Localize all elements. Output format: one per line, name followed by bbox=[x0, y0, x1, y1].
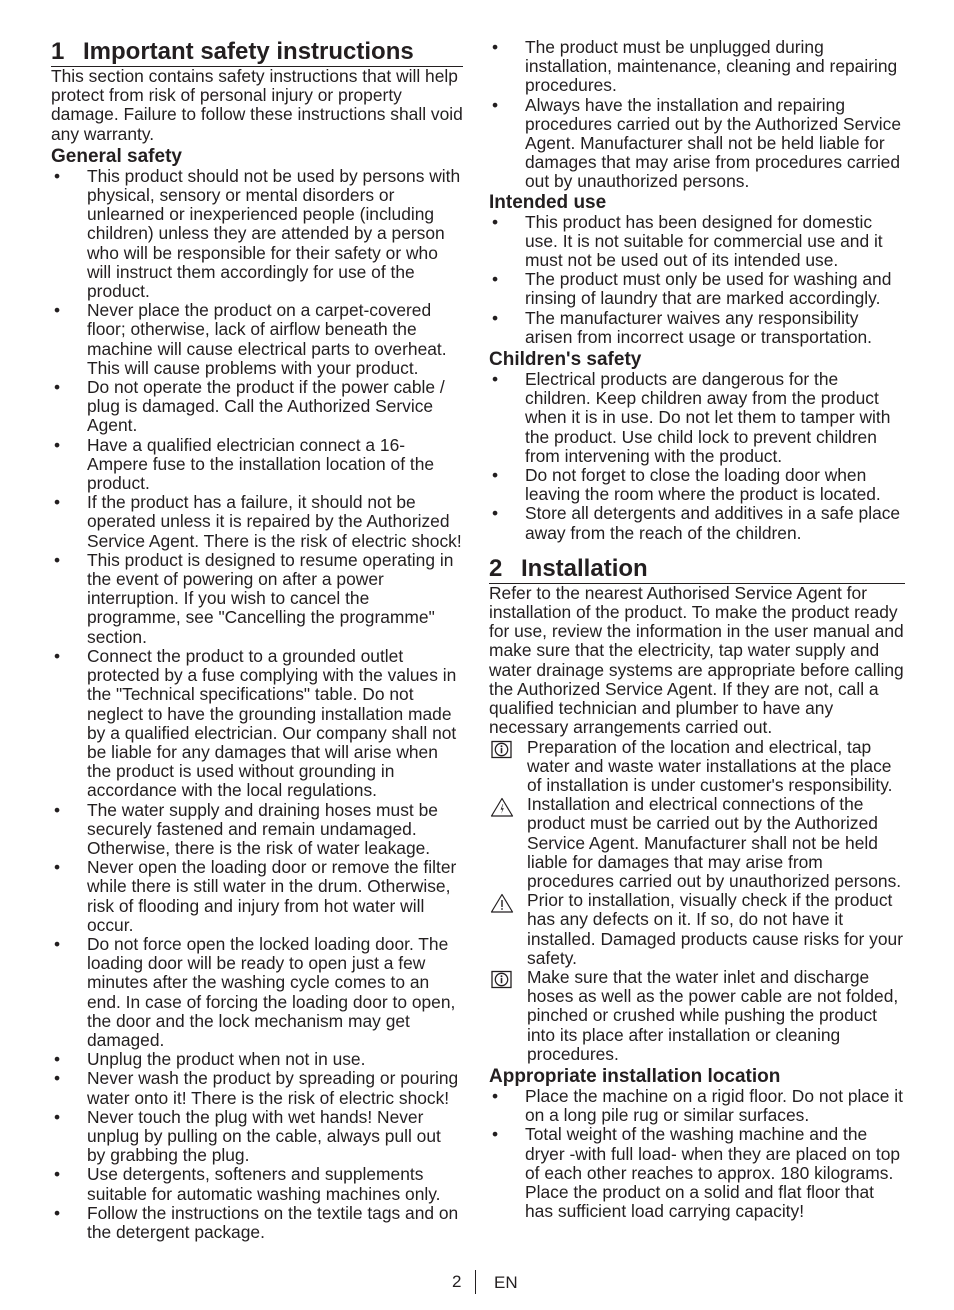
note-warning bbox=[489, 795, 905, 891]
list-item: • Connect the product to a grounded outlet protected by a fuse complying with the values in the "Technical specifications" table. Do not neglect to have the grounding installation made by a qualified electrician. Our company shall not be liable for any damages that will arise when the product is used without grounding in accordance with the local regulations. bbox=[51, 647, 463, 801]
list-item: • Never touch the plug with wet hands! Never unplug by pulling on the cable, always pull out by grabbing the plug. bbox=[51, 1108, 463, 1166]
installation-location-list bbox=[489, 1087, 905, 1221]
section-title: Important safety instructions bbox=[83, 38, 414, 65]
list-item: • This product is designed to resume operating in the event of powering on after a power interruption. If you wish to cancel the programme, see "Cancelling the programme" section. bbox=[51, 551, 463, 647]
childrens-safety-list bbox=[489, 370, 905, 543]
list-item: • This product should not be used by persons with physical, sensory or mental disorders or unlearned or inexperienced people (including children) unless they are attended by a person who will be responsible for their safety or who will instruct them accordingly for use of the product. bbox=[51, 167, 463, 301]
list-item: • Follow the instructions on the textile tags and on the detergent package. bbox=[51, 1204, 463, 1242]
list-item: • Always have the installation and repairing procedures carried out by the Authorized Service Agent. Manufacturer shall not be held liable for damages that may arise from procedures carried out by unauthorized persons. bbox=[489, 96, 905, 192]
childrens-safety-heading: Children's safety bbox=[489, 349, 642, 371]
list-item: • Use detergents, softeners and supplements suitable for automatic washing machines only. bbox=[51, 1165, 463, 1203]
note-text: Preparation of the location and electrical, tap water and waste water installations at the place of installation is under customer's responsibility. bbox=[527, 736, 893, 795]
list-item: • Store all detergents and additives in a safe place away from the reach of the children. bbox=[489, 504, 905, 542]
installation-intro: Refer to the nearest Authorised Service Agent for installation of the product. To make the product ready for use, review the information in the user manual and make sure that the electricity, tap water supply and water drainage systems are appropriate before calling the Authorized Service Agent. If they are not, call a qualified technician and plumber to have any necessary arrangements carried out. bbox=[489, 582, 904, 738]
left-column bbox=[51, 38, 463, 1242]
warning-icon bbox=[490, 893, 514, 913]
note-info bbox=[489, 968, 905, 1064]
list-item: • If the product has a failure, it should not be operated unless it is repaired by the Authorized Service Agent. There is the risk of electric shock! bbox=[51, 493, 463, 551]
intended-use-heading: Intended use bbox=[489, 191, 607, 213]
info-icon bbox=[490, 970, 514, 990]
installation-location-heading: Appropriate installation location bbox=[489, 1065, 781, 1087]
section-title: Installation bbox=[521, 554, 648, 582]
list-item: • Never open the loading door or remove the filter while there is still water in the drum. Otherwise, risk of flooding and injury from hot water will occur. bbox=[51, 858, 463, 935]
list-item: • Unplug the product when not in use. bbox=[51, 1050, 463, 1069]
language-code: EN bbox=[494, 1273, 518, 1292]
info-icon bbox=[490, 740, 514, 760]
footer-divider bbox=[475, 1270, 476, 1294]
list-item: • Total weight of the washing machine and the dryer -with full load- when they are placed on top of each other reaches to approx. 180 kilograms. Place the product on a solid and flat floor that has sufficient load carrying capacity! bbox=[489, 1125, 905, 1221]
section-number: 2 bbox=[489, 554, 503, 582]
general-safety-list bbox=[51, 167, 463, 1242]
section-heading-installation bbox=[489, 555, 905, 584]
note-warning bbox=[489, 891, 905, 968]
safety-intro: This section contains safety instructions that will help protect from risk of personal injury or property damage. Failure to follow these instructions shall void any warranty. bbox=[51, 66, 463, 144]
warning-icon bbox=[490, 797, 514, 817]
section-heading-safety bbox=[51, 38, 463, 67]
list-item: • Never place the product on a carpet-covered floor; otherwise, lack of airflow beneath the machine will cause electrical parts to overheat. This will cause problems with your product. bbox=[51, 301, 463, 378]
list-item: • Do not operate the product if the power cable / plug is damaged. Call the Authorized Service Agent. bbox=[51, 378, 463, 436]
note-text: Make sure that the water inlet and discharge hoses as well as the power cable are not folded, pinched or crushed while pushing the product into its place after installation or cleaning procedures. bbox=[527, 966, 899, 1064]
note-info bbox=[489, 738, 905, 796]
list-item: • Do not forget to close the loading door when leaving the room where the product is located. bbox=[489, 466, 905, 504]
list-item: • Place the machine on a rigid floor. Do not place it on a long pile rug or similar surfaces. bbox=[489, 1087, 905, 1125]
section-number: 1 bbox=[51, 38, 65, 65]
note-text: Prior to installation, visually check if the product has any defects on it. If so, do not have it installed. Damaged products cause risks for your safety. bbox=[527, 890, 904, 968]
general-safety-list-continued bbox=[489, 38, 905, 192]
list-item: • This product has been designed for domestic use. It is not suitable for commercial use and it must not be used out of its intended use. bbox=[489, 213, 905, 271]
intended-use-list bbox=[489, 213, 905, 347]
list-item: • The manufacturer waives any responsibility arisen from incorrect usage or transportation. bbox=[489, 309, 905, 347]
list-item: • The product must be unplugged during installation, maintenance, cleaning and repairing procedures. bbox=[489, 38, 905, 96]
list-item: • Have a qualified electrician connect a 16-Ampere fuse to the installation location of the product. bbox=[51, 436, 463, 494]
general-safety-heading: General safety bbox=[51, 145, 182, 167]
list-item: • Electrical products are dangerous for the children. Keep children away from the product when it is in use. Do not let them to tamper with the product. Use child lock to prevent children from intervening with the product. bbox=[489, 370, 905, 466]
page-number: 2 bbox=[452, 1272, 462, 1291]
list-item: • Do not force open the locked loading door. The loading door will be ready to open just a few minutes after the washing cycle comes to an end. In case of forcing the loading door to open, the door and the lock mechanism may get damaged. bbox=[51, 935, 463, 1050]
list-item: • Never wash the product by spreading or pouring water onto it! There is the risk of electric shock! bbox=[51, 1069, 463, 1107]
note-text: Installation and electrical connections of the product must be carried out by the Authorized Service Agent. Manufacturer shall not be held liable for damages that may arise from procedures carried out by unauthorized persons. bbox=[527, 794, 902, 891]
list-item: • The product must only be used for washing and rinsing of laundry that are marked accordingly. bbox=[489, 270, 905, 308]
list-item: • The water supply and draining hoses must be securely fastened and remain undamaged. Otherwise, there is the risk of water leakage. bbox=[51, 801, 463, 859]
page-footer bbox=[0, 1270, 954, 1296]
right-column bbox=[489, 38, 905, 1221]
